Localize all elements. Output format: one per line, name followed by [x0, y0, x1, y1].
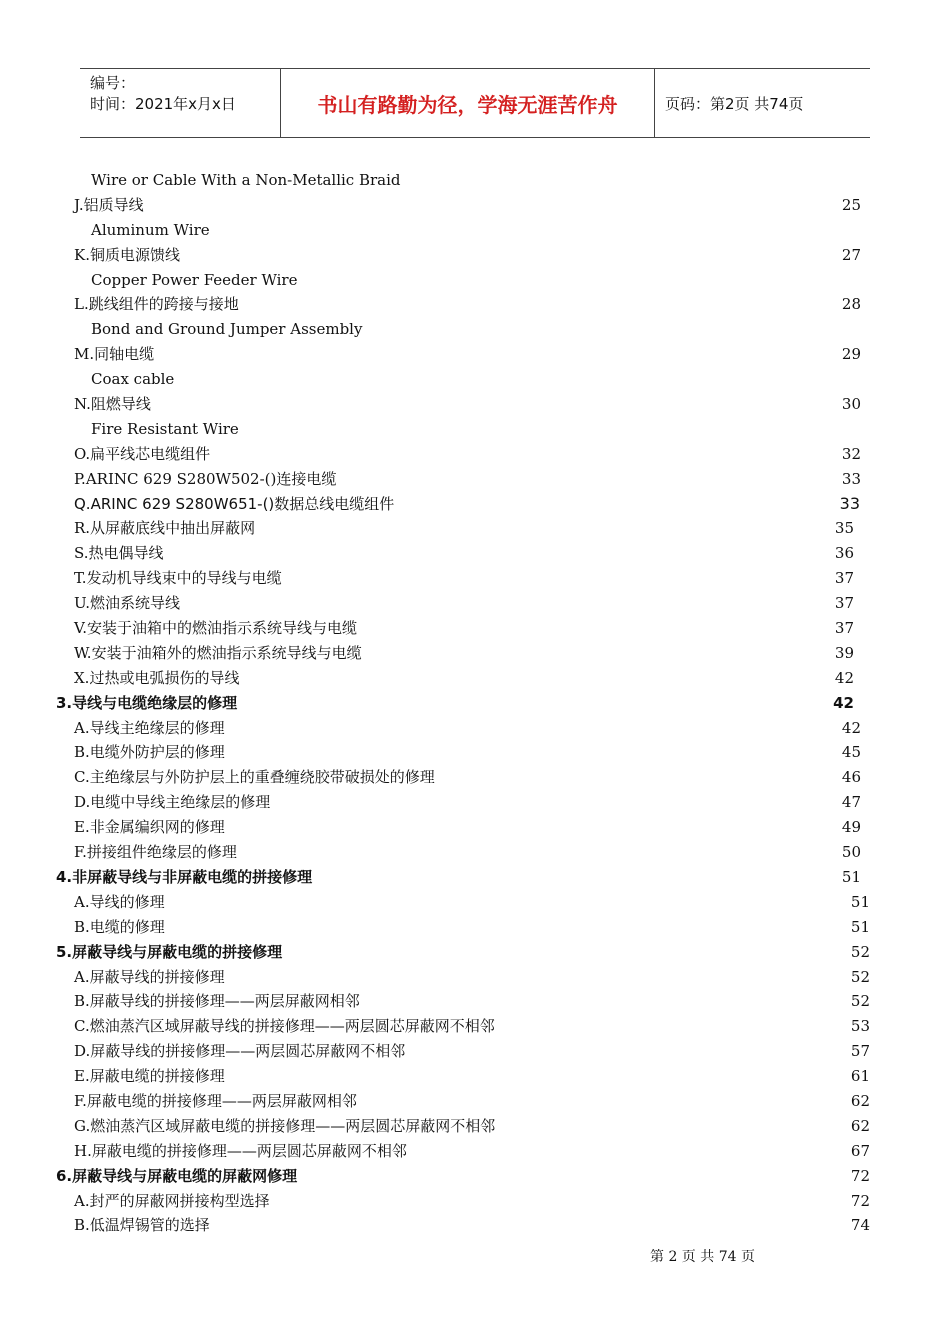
toc-entry-page: 67 [850, 1141, 870, 1160]
toc-entry-title: T.发动机导线束中的导线与电缆 [74, 569, 282, 588]
toc-entry[interactable] [0, 716, 950, 741]
toc-entry-page: 33 [839, 493, 860, 513]
toc-entry[interactable] [0, 442, 950, 467]
toc-entry[interactable] [0, 1089, 950, 1114]
toc-entry[interactable] [0, 1189, 950, 1214]
toc-entry[interactable] [0, 1039, 950, 1064]
toc-entry-title: A.导线主绝缘层的修理 [74, 718, 225, 737]
toc-entry-title: L.跳线组件的跨接与接地 [74, 295, 239, 314]
toc-entry-title: A.屏蔽导线的拼接修理 [74, 967, 225, 986]
toc-entry-title: G.燃油蒸汽区域屏蔽电缆的拼接修理——两层圆芯屏蔽网不相邻 [74, 1116, 496, 1135]
toc-entry-title: F.屏蔽电缆的拼接修理——两层屏蔽网相邻 [74, 1091, 357, 1110]
date-line: 时间：2021年x月x日 [90, 95, 236, 113]
toc-entry[interactable] [0, 591, 950, 616]
toc-entry-page: 52 [850, 992, 870, 1011]
header-info-cell [80, 69, 281, 137]
toc-entry[interactable] [0, 193, 950, 218]
toc-entry-title: E.屏蔽电缆的拼接修理 [74, 1067, 225, 1086]
toc-entry[interactable] [0, 317, 950, 342]
toc-entry[interactable] [0, 292, 950, 317]
toc-entry-page: 42 [841, 718, 861, 737]
toc-entry-title: V.安装于油箱中的燃油指示系统导线与电缆 [74, 619, 357, 638]
page-footer: 第 2 页 共 74 页 [650, 1249, 755, 1265]
toc-entry-title: D.屏蔽导线的拼接修理——两层圆芯屏蔽网不相邻 [74, 1042, 406, 1061]
toc-entry-page: 45 [841, 743, 861, 762]
toc-entry-title: E.非金属编织网的修理 [74, 818, 225, 837]
toc-entry-page: 42 [833, 693, 854, 712]
toc-entry[interactable] [0, 1014, 950, 1039]
toc-entry-page: 37 [834, 569, 854, 588]
toc-entry[interactable] [0, 666, 950, 691]
toc-entry[interactable] [0, 168, 950, 193]
toc-entry[interactable] [0, 740, 950, 765]
toc-entry-title: C.燃油蒸汽区域屏蔽导线的拼接修理——两层圆芯屏蔽网不相邻 [74, 1017, 495, 1036]
toc-entry-page: 33 [841, 469, 861, 488]
toc-entry-page: 39 [834, 643, 854, 662]
toc-entry-title: Copper Power Feeder Wire [91, 270, 298, 289]
toc-entry-title: O.扁平线芯电缆组件 [74, 444, 211, 463]
toc-entry-page: 37 [834, 619, 854, 638]
page-header [80, 68, 870, 138]
toc-entry[interactable] [0, 417, 950, 442]
toc-entry-title: C.主绝缘层与外防护层上的重叠缠绕胶带破损处的修理 [74, 768, 435, 787]
toc-entry-title: P.ARINC 629 S280W502-()连接电缆 [74, 469, 337, 488]
toc-entry[interactable] [0, 1139, 950, 1164]
toc-entry-page: 32 [841, 444, 861, 463]
toc-entry-title: S.热电偶导线 [74, 544, 164, 563]
toc-entry-title: R.从屏蔽底线中抽出屏蔽网 [74, 519, 256, 538]
toc-entry-title: M.同轴电缆 [74, 345, 155, 364]
toc-entry-title: Bond and Ground Jumper Assembly [91, 320, 363, 339]
toc-entry-page: 50 [841, 843, 861, 862]
toc-entry-title: 3.导线与电缆绝缘层的修理 [56, 693, 238, 712]
toc-entry[interactable] [0, 865, 950, 890]
toc-entry-title: K.铜质电源馈线 [74, 245, 180, 264]
toc-entry[interactable] [0, 915, 950, 940]
toc-entry-page: 51 [850, 892, 870, 911]
toc-entry[interactable] [0, 765, 950, 790]
toc-entry-title: U.燃油系统导线 [74, 594, 181, 613]
toc-entry-title: 6.屏蔽导线与屏蔽电缆的屏蔽网修理 [56, 1166, 298, 1185]
toc-entry-title: B.电缆的修理 [74, 917, 165, 936]
toc-entry-page: 52 [850, 967, 870, 986]
toc-entry-page: 72 [850, 1191, 870, 1210]
toc-entry-title: D.电缆中导线主绝缘层的修理 [74, 793, 271, 812]
toc-entry-title: 5.屏蔽导线与屏蔽电缆的拼接修理 [56, 942, 283, 961]
toc-entry[interactable] [0, 516, 950, 541]
toc-entry-page: 74 [850, 1216, 870, 1235]
toc-entry-page: 57 [850, 1042, 870, 1061]
toc-entry-title: A.封严的屏蔽网拼接构型选择 [74, 1191, 270, 1210]
toc-entry-page: 62 [850, 1116, 870, 1135]
toc-entry-title: 4.非屏蔽导线与非屏蔽电缆的拼接修理 [56, 867, 313, 886]
header-motto: 书山有路勤为径，学海无涯苦作舟 [281, 69, 655, 137]
toc-entry-title: Aluminum Wire [91, 220, 210, 239]
toc-entry-title: W.安装于油箱外的燃油指示系统导线与电缆 [74, 643, 362, 662]
toc-entry[interactable] [0, 989, 950, 1014]
toc-entry[interactable] [0, 940, 950, 965]
toc-entry[interactable] [0, 342, 950, 367]
toc-entry[interactable] [0, 218, 950, 243]
toc-entry[interactable] [0, 616, 950, 641]
toc-entry-page: 42 [834, 668, 854, 687]
toc-entry-title: Fire Resistant Wire [91, 419, 239, 438]
toc-entry-title: H.屏蔽电缆的拼接修理——两层圆芯屏蔽网不相邻 [74, 1141, 407, 1160]
toc-entry-page: 25 [841, 195, 861, 214]
toc-entry-page: 27 [841, 245, 861, 264]
toc-entry[interactable] [0, 815, 950, 840]
toc-entry-page: 53 [850, 1017, 870, 1036]
toc-entry[interactable] [0, 492, 950, 517]
toc-entry-page: 62 [850, 1091, 870, 1110]
toc-entry-title: N.阻燃导线 [74, 395, 151, 414]
toc-entry[interactable] [0, 965, 950, 990]
toc-entry-title: B.屏蔽导线的拼接修理——两层屏蔽网相邻 [74, 992, 360, 1011]
toc-entry-title: B.低温焊锡管的选择 [74, 1216, 210, 1235]
toc-entry[interactable] [0, 367, 950, 392]
toc-entry-title: Q.ARINC 629 S280W651-()数据总线电缆组件 [74, 494, 395, 513]
toc-entry[interactable] [0, 790, 950, 815]
toc-entry-page: 49 [841, 818, 861, 837]
toc-entry-page: 37 [834, 594, 854, 613]
toc-entry[interactable] [0, 392, 950, 417]
toc-entry-page: 35 [834, 519, 854, 538]
toc-entry[interactable] [0, 1164, 950, 1189]
toc-entry[interactable] [0, 641, 950, 666]
toc-entry[interactable] [0, 467, 950, 492]
toc-entry[interactable] [0, 1213, 950, 1238]
toc-entry-title: Wire or Cable With a Non-Metallic Braid [91, 171, 401, 189]
toc-entry-page: 46 [841, 768, 861, 787]
toc-entry[interactable] [0, 541, 950, 566]
toc-entry-page: 51 [850, 917, 870, 936]
toc-entry-page: 47 [841, 793, 861, 812]
toc-entry[interactable] [0, 1064, 950, 1089]
toc-entry-page: 30 [841, 395, 861, 414]
toc-entry-page: 61 [850, 1067, 870, 1086]
toc-entry-page: 29 [841, 345, 861, 364]
code-label: 编号： [90, 74, 136, 92]
toc-entry-title: F.拼接组件绝缘层的修理 [74, 843, 237, 862]
toc-entry[interactable] [0, 243, 950, 268]
toc-entry-page: 36 [834, 544, 854, 563]
toc-entry[interactable] [0, 566, 950, 591]
header-page-info: 页码：第2页 共74页 [665, 94, 804, 113]
toc-entry-page: 72 [850, 1166, 870, 1185]
toc-entry-page: 52 [850, 942, 870, 961]
toc-entry[interactable] [0, 691, 950, 716]
toc-entry-title: Coax cable [91, 370, 175, 389]
toc-entry-page: 51 [841, 867, 861, 886]
table-of-contents [0, 168, 950, 1238]
toc-entry[interactable] [0, 890, 950, 915]
toc-entry[interactable] [0, 1114, 950, 1139]
toc-entry[interactable] [0, 268, 950, 293]
toc-entry-title: A.导线的修理 [74, 892, 165, 911]
toc-entry-title: J.铝质导线 [74, 195, 144, 214]
toc-entry-page: 28 [841, 295, 861, 314]
toc-entry[interactable] [0, 840, 950, 865]
toc-entry-title: B.电缆外防护层的修理 [74, 743, 225, 762]
toc-entry-title: X.过热或电弧损伤的导线 [74, 668, 240, 687]
